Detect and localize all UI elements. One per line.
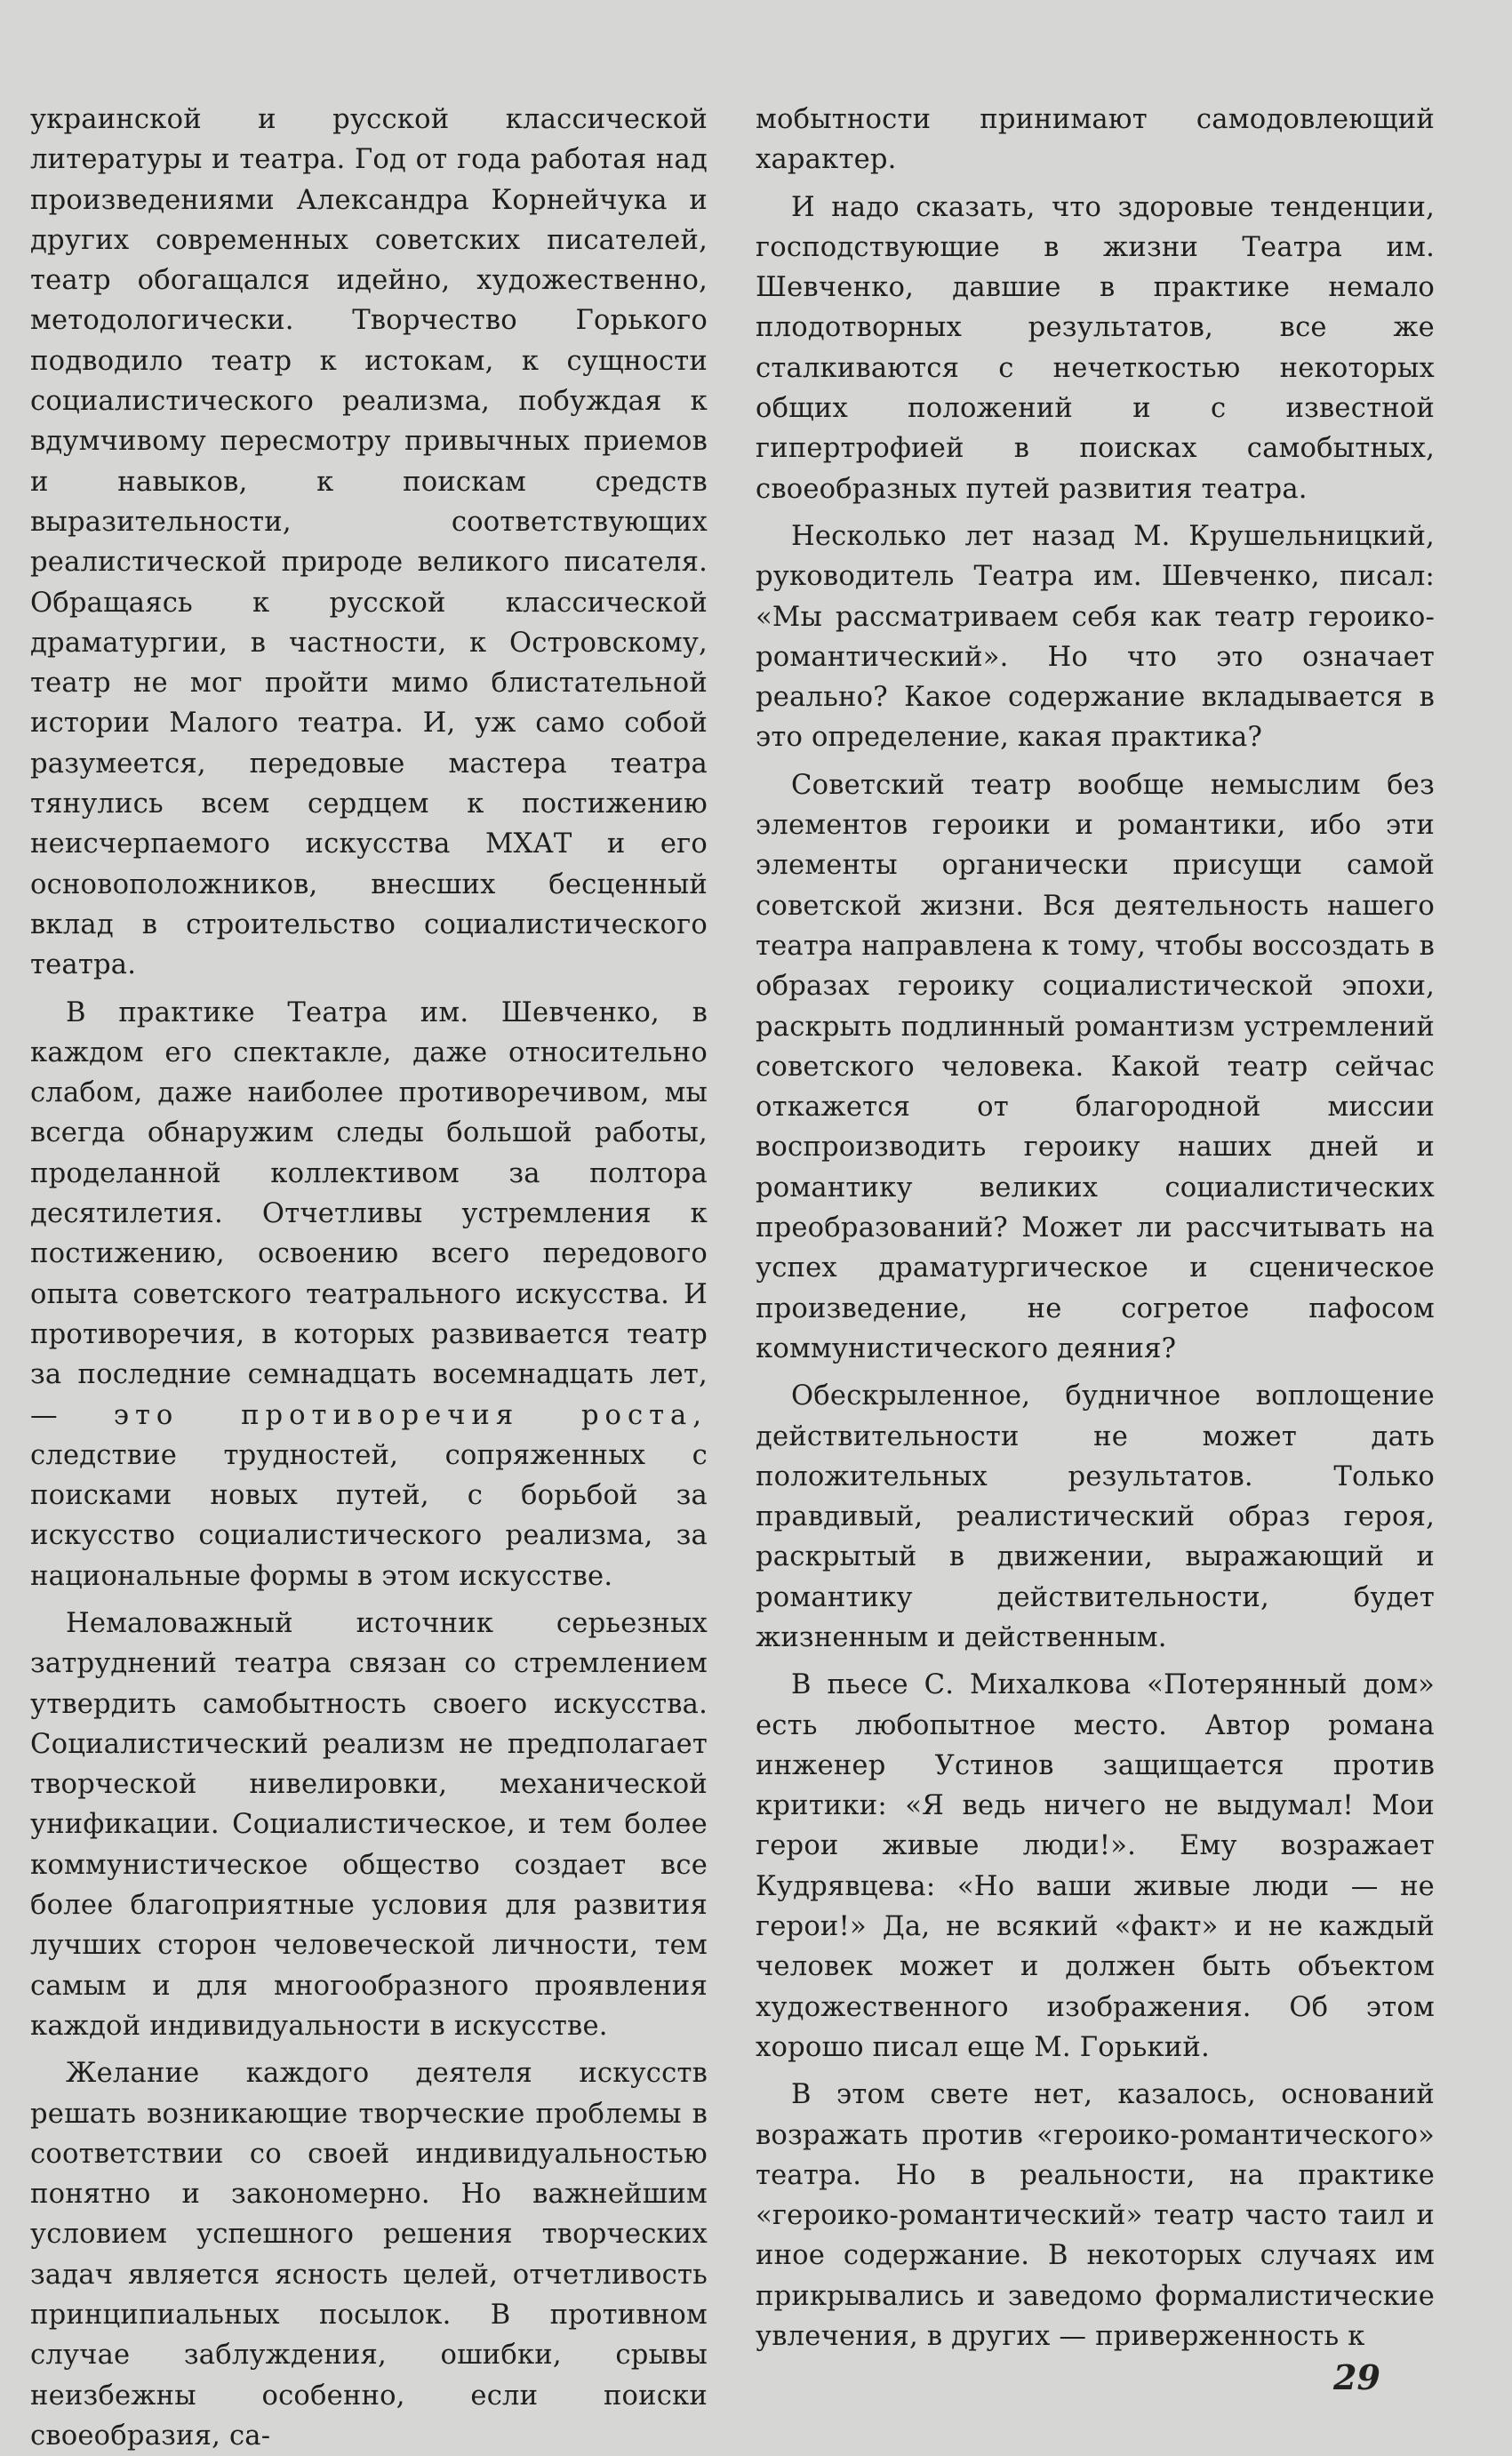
left-paragraph-2-part-b: следствие трудностей, сопряженных с поисками новых путей, с борьбой за искусство социалистического реализма, за национальные формы в этом искусстве. [30,1439,708,1592]
left-column [30,100,708,2456]
spaced-emphasis: это противоречия роста, [113,1399,708,1431]
left-paragraph-2 [30,993,708,1596]
right-paragraph-6: В пьесе С. Михалкова «Потерянный дом» есть любопытное место. Автор романа инженер Устинов защищается против критики: «Я ведь ничего не выдумал! Мои герои живые люди!». Ему возражает Кудрявцева: «Но ваши живые люди — не герои!» Да, не всякий «факт» и не каждый человек может и должен быть объектом художественного изображения. Об этом хорошо писал еще М. Горький. [756,1669,1435,2063]
left-paragraph-4: Желание каждого деятеля искусств решать возникающие творческие проблемы в соответствии со своей индивидуальностью понятно и закономерно. Но важнейшим условием успешного решения творческих задач является ясность целей, отчетливость принципиальных посылок. В противном случае заблуждения, ошибки, срывы неизбежны особенно, если поиски своеобразия, са- [30,2058,708,2452]
right-column [756,100,1435,2364]
right-paragraph-3: Несколько лет назад М. Крушельницкий, руководитель Театра им. Шевченко, писал: «Мы рассматриваем себя как театр героико-романтический». Но что это означает реально? Какое содержание вкладывается в это определение, какая практика? [756,520,1435,754]
left-paragraph-2-part-a: В практике Театра им. Шевченко, в каждом его спектакле, даже относительно слабом, даже наиболее противоречивом, мы всегда обнаружим следы большой работы, проделанной коллективом за полтора десятилетия. Отчетливы устремления к постижению, освоению всего передового опыта советского театрального искусства. И противоречия, в которых развивается театр за последние семнадцать восемнадцать лет, — [30,996,708,1431]
page-number: 29 [1333,2357,1380,2397]
right-paragraph-4: Советский театр вообще немыслим без элементов героики и романтики, ибо эти элементы органически присущи самой советской жизни. Вся деятельность нашего театра направлена к тому, чтобы воссоздать в образах героику социалистической эпохи, раскрыть подлинный романтизм устремлений советского человека. Какой театр сейчас откажется от благородной миссии воспроизводить героику наших дней и романтику великих социалистических преобразований? Может ли рассчитывать на успех драматургическое и сценическое произведение, не согретое пафосом коммунистического деяния? [756,769,1435,1364]
right-paragraph-7: В этом свете нет, казалось, оснований возражать против «героико-романтического» театра. Но в реальности, на практике «героико-романтический» театр часто таил и иное содержание. В некоторых случаях им прикрывались и заведомо формалистические увлечения, в других — приверженность к [756,2079,1435,2353]
right-paragraph-1: мобытности принимают самодовлеющий характер. [756,104,1435,176]
right-paragraph-2: И надо сказать, что здоровые тенденции, господствующие в жизни Театра им. Шевченко, давшие в практике немало плодотворных результатов, все же сталкиваются с нечеткостью некоторых общих положений и с известной гипертрофией в поисках самобытных, своеобразных путей развития театра. [756,191,1435,505]
right-paragraph-5: Обескрыленное, будничное воплощение действительности не может дать положительных результатов. Только правдивый, реалистический образ героя, раскрытый в движении, выражающий и романтику действительности, будет жизненным и действенным. [756,1380,1435,1653]
left-paragraph-3: Немаловажный источник серьезных затруднений театра связан со стремлением утвердить самобытность своего искусства. Социалистический реализм не предполагает творческой нивелировки, механической унификации. Социалистическое, и тем более коммунистическое общество создает все более благоприятные условия для развития лучших сторон человеческой личности, тем самым и для многообразного проявления каждой индивидуальности в искусстве. [30,1607,708,2042]
left-paragraph-1: украинской и русской классической литературы и театра. Год от года работая над произведениями Александра Корнейчука и других современных советских писателей, театр обогащался идейно, художественно, методологически. Творчество Горького подводило театр к истокам, к сущности социалистического реализма, побуждая к вдумчивому пересмотру привычных приемов и навыков, к поискам средств выразительности, соответствующих реалистической природе великого писателя. Обращаясь к русской классической драматургии, в частности, к Островскому, театр не мог пройти мимо блистательной истории Малого театра. И, уж само собой разумеется, передовые мастера театра тянулись всем сердцем к постижению неисчерпаемого искусства МХАТ и его основоположников, внесших бесценный вклад в строительство социалистического театра. [30,104,708,981]
